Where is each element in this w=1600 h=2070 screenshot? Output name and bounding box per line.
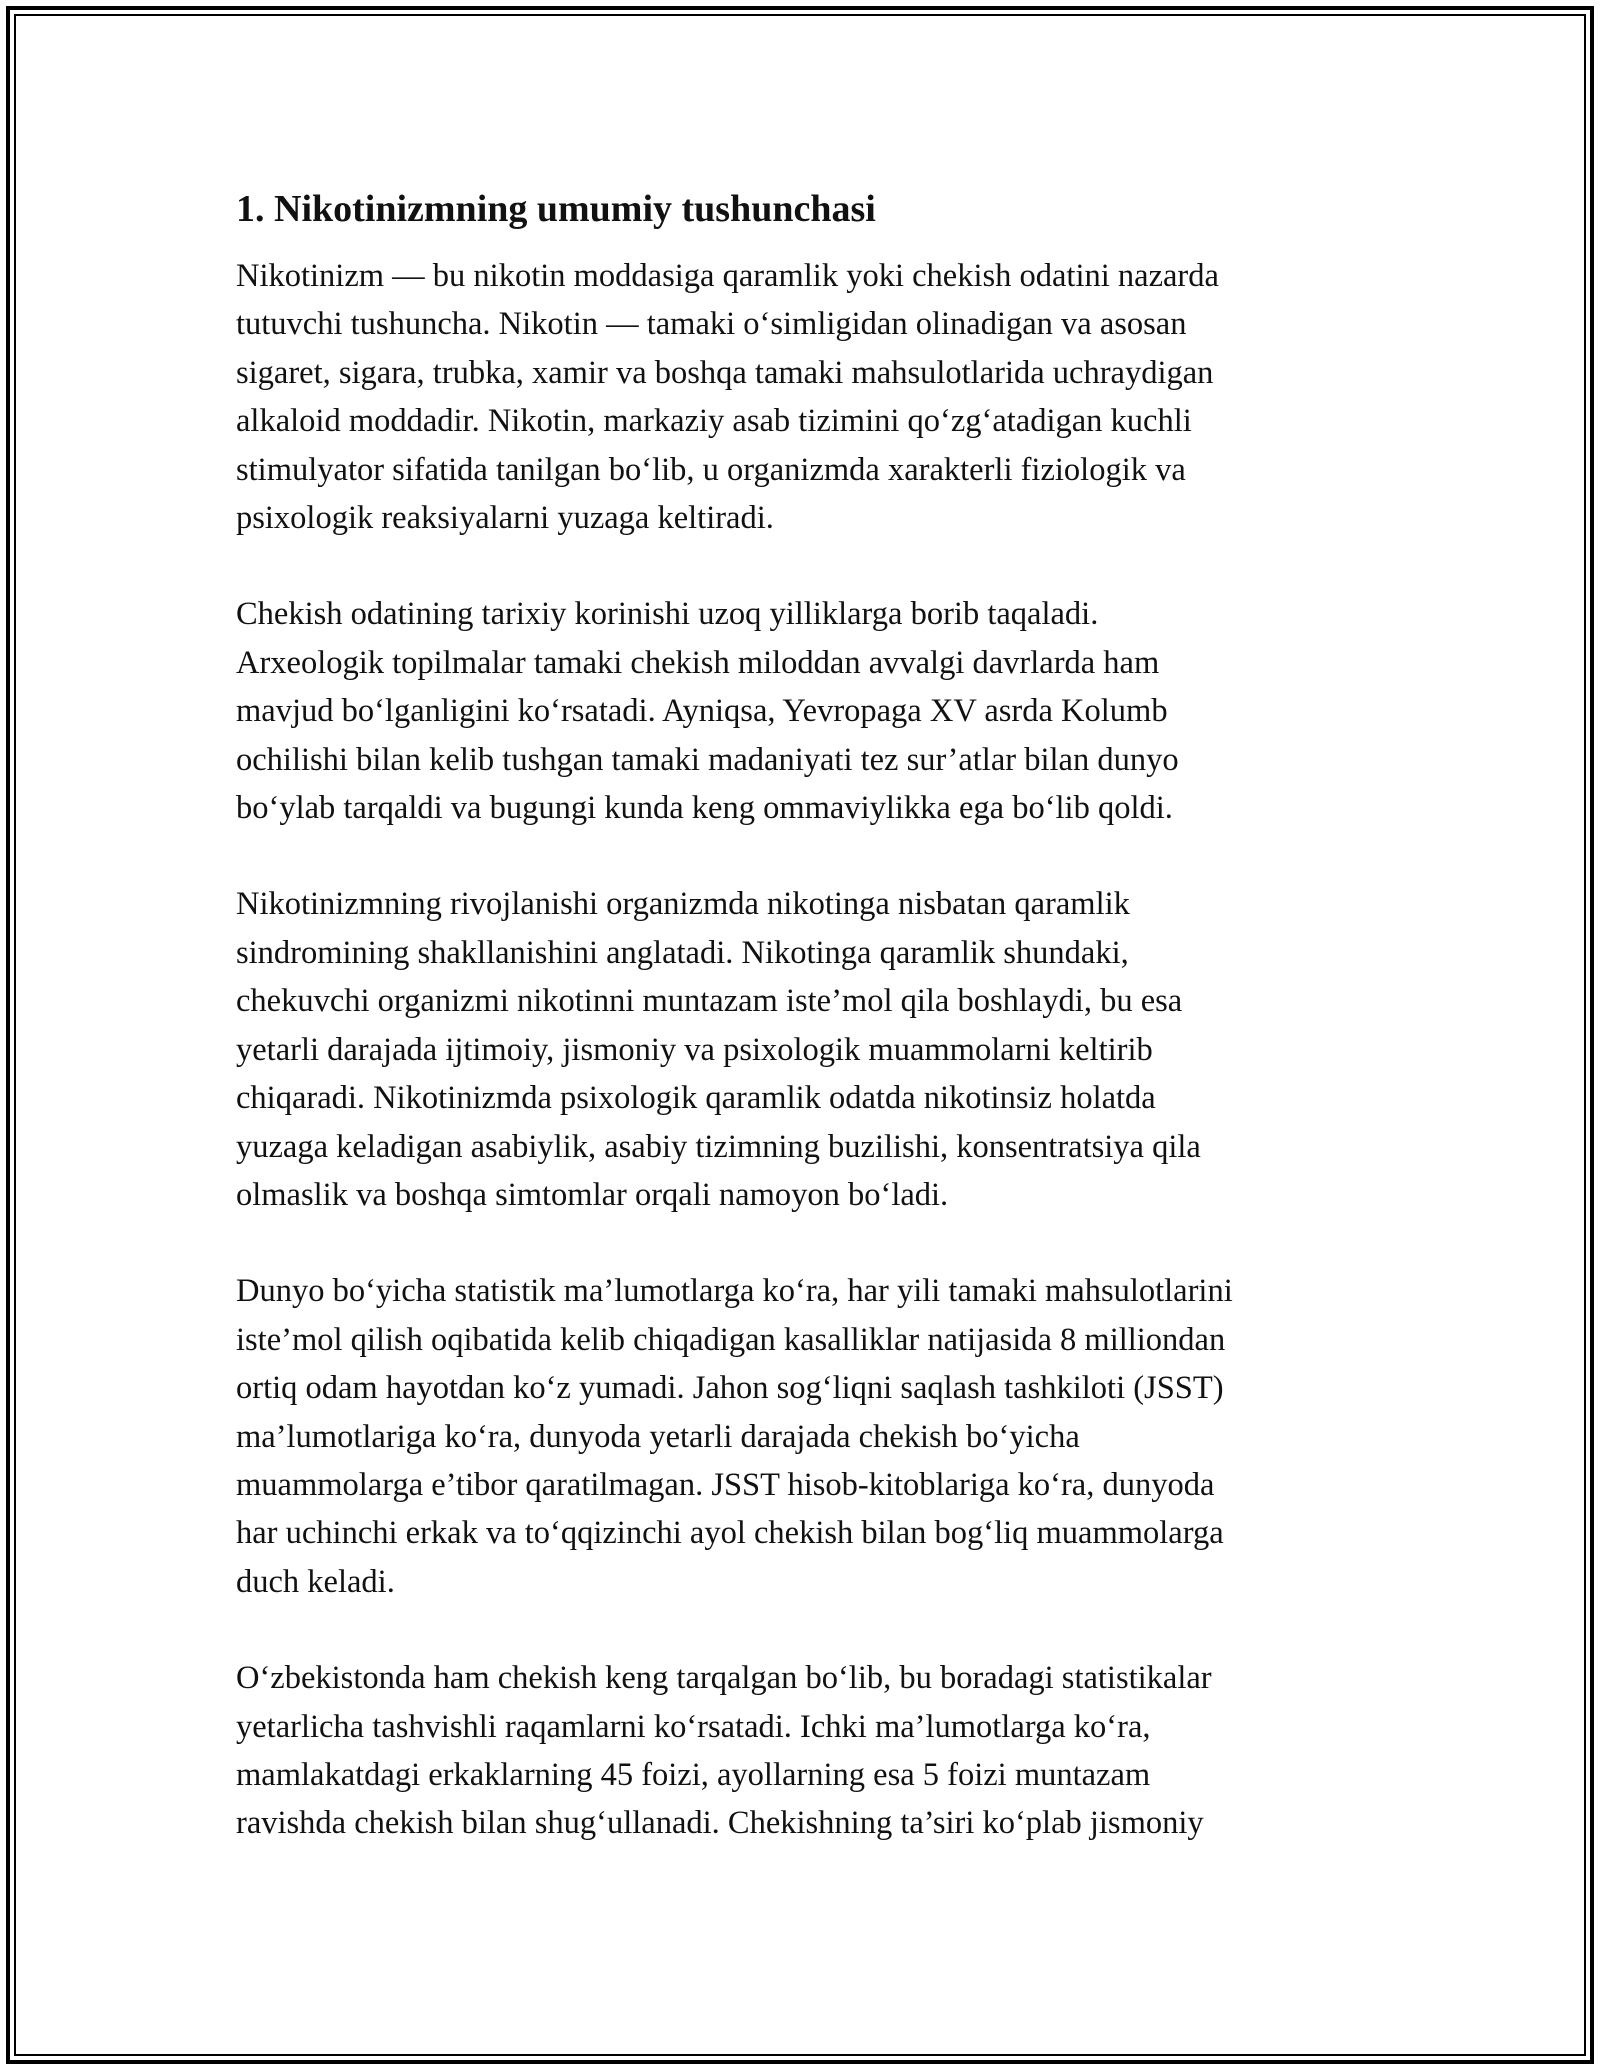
paragraph-3: Nikotinizmning rivojlanishi organizmda nikotinga nisbatan qaramlik sindromining shakllanishini anglatadi. Nikotinga qaramlik shundaki, chekuvchi organizmi nikotinni muntazam iste’mol qila boshlaydi, bu esa yetarli darajada ijtimoiy, jismoniy va psixologik muammolarni keltirib chiqaradi. Nikotinizmda psixologik qaramlik odatda nikotinsiz holatda yuzaga keladigan asabiylik, asabiy tizimning buzilishi, konsentratsiya qila olmaslik va boshqa simtomlar orqali namoyon bo‘ladi.: [236, 886, 1201, 1213]
section-heading: 1. Nikotinizmning umumiy tushunchasi: [236, 188, 876, 230]
paragraph-5: O‘zbekistonda ham chekish keng tarqalgan bo‘lib, bu boradagi statistikalar yetarlicha tashvishli raqamlarni ko‘rsatadi. Ichki ma’lumotlarga ko‘ra, mamlakatdagi erkaklarning 45 foizi, ayollarning esa 5 foizi muntazam ravishda chekish bilan shug‘ullanadi. Chekishning ta’siri ko‘plab jismoniy: [236, 1660, 1212, 1842]
paragraph-1: Nikotinizm — bu nikotin moddasiga qaramlik yoki chekish odatini nazarda tutuvchi tushuncha. Nikotin — tamaki o‘simligidan olinadigan va asosan sigaret, sigara, trubka, xamir va boshqa tamaki mahsulotlarida uchraydigan alkaloid moddadir. Nikotin, markaziy asab tizimini qo‘zg‘atadigan kuchli stimulyator sifatida tanilgan bo‘lib, u organizmda xarakterli fiziologik va psixologik reaksiyalarni yuzaga keltiradi.: [236, 258, 1219, 537]
paragraph-4: Dunyo bo‘yicha statistik ma’lumotlarga ko‘ra, har yili tamaki mahsulotlarini iste’mol qilish oqibatida kelib chiqadigan kasalliklar natijasida 8 milliondan ortiq odam hayotdan ko‘z yumadi. Jahon sog‘liqni saqlash tashkiloti (JSST) ma’lumotlariga ko‘ra, dunyoda yetarli darajada chekish bo‘yicha muammolarga e’tibor qaratilmagan. JSST hisob-kitoblariga ko‘ra, dunyoda har uchinchi erkak va to‘qqizinchi ayol chekish bilan bog‘liq muammolarga duch keladi.: [236, 1273, 1233, 1600]
document-body: [236, 186, 1376, 1896]
paragraph-2: Chekish odatining tarixiy korinishi uzoq yilliklarga borib taqaladi. Arxeologik topilmalar tamaki chekish miloddan avvalgi davrlarda ham mavjud bo‘lganligini ko‘rsatadi. Ayniqsa, Yevropaga XV asrda Kolumb ochilishi bilan kelib tushgan tamaki madaniyati tez sur’atlar bilan dunyo bo‘ylab tarqaldi va bugungi kunda keng ommaviylikka ega bo‘lib qoldi.: [236, 596, 1179, 827]
